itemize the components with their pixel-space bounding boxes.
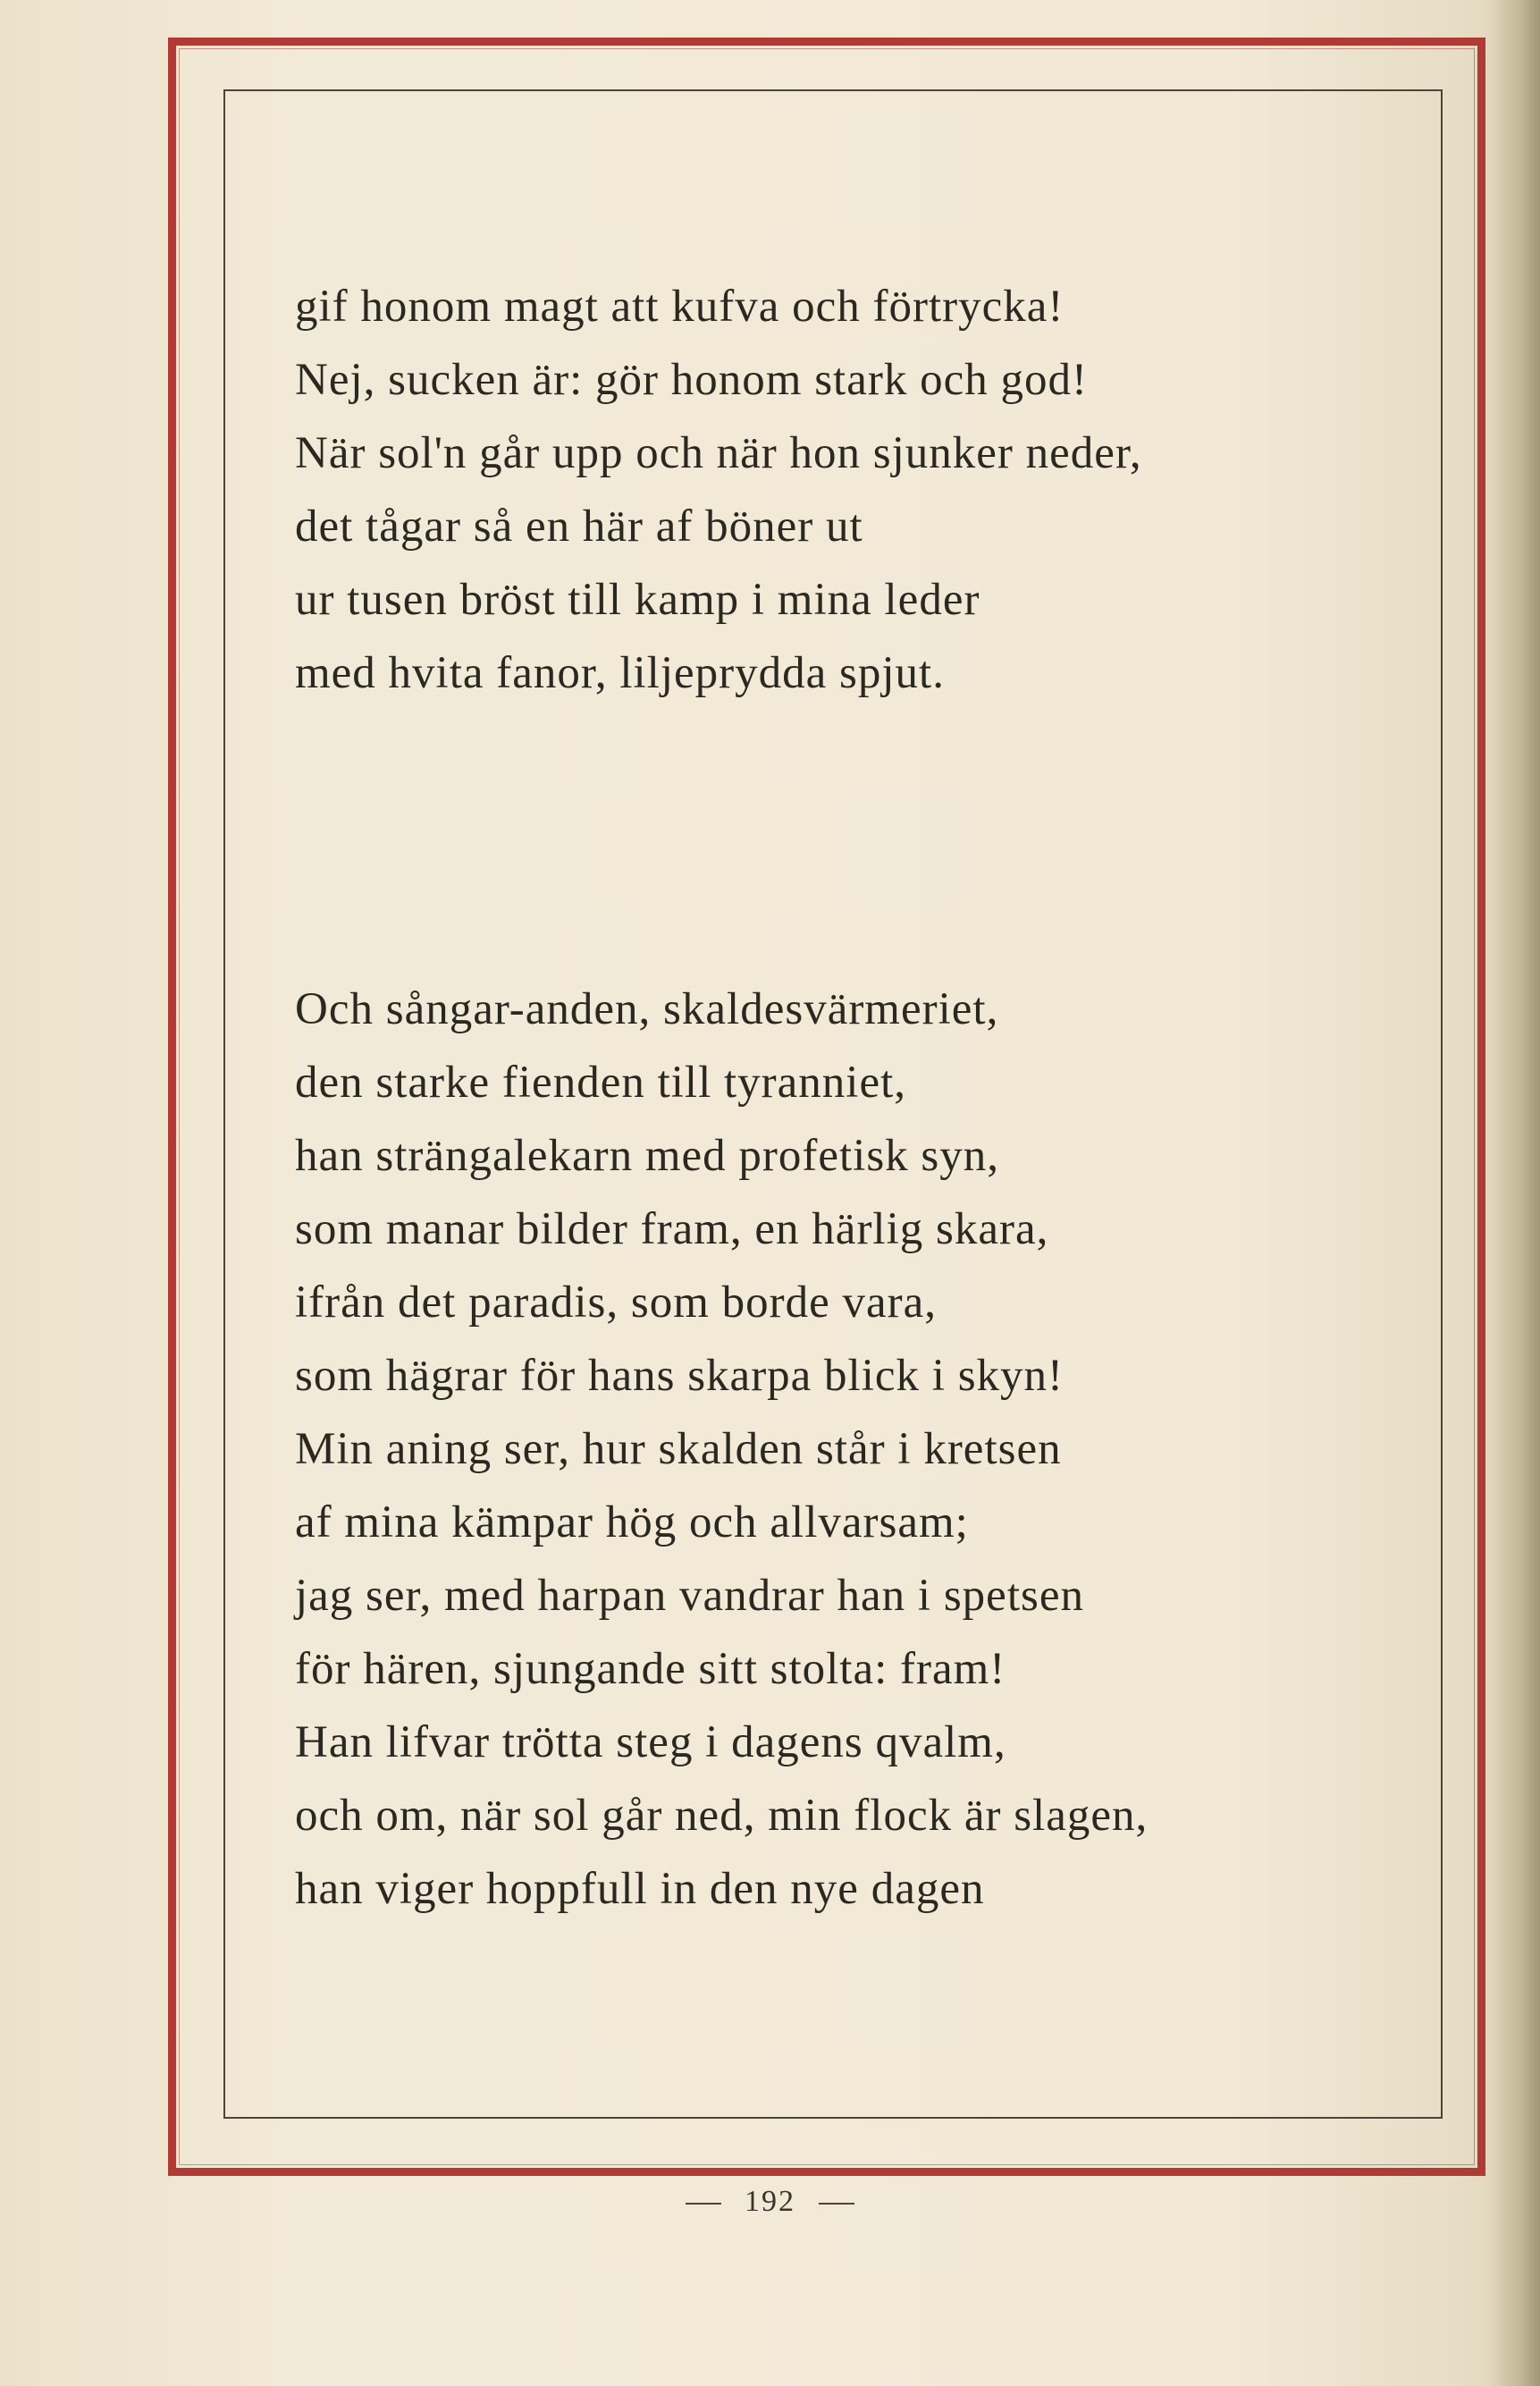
poem-line: Och sångar-anden, skaldesvärmeriet, <box>295 984 999 1034</box>
poem-line: Nej, sucken är: gör honom stark och god! <box>295 355 1088 405</box>
poem-line: gif honom magt att kufva och förtrycka! <box>295 282 1065 332</box>
poem-line: han strängalekarn med profetisk syn, <box>295 1131 1000 1181</box>
poem-stanza-1 <box>295 284 1142 724</box>
page-spine-shadow <box>1491 0 1540 2386</box>
poem-line: han viger hoppfull in den nye dagen <box>295 1864 985 1914</box>
poem-line: När sol'n går upp och när hon sjunker neder, <box>295 428 1142 478</box>
poem-line: och om, när sol går ned, min flock är slagen, <box>295 1791 1149 1841</box>
poem-line: som hägrar för hans skarpa blick i skyn! <box>295 1351 1065 1401</box>
footer-dash-left <box>686 2203 721 2205</box>
poem-line: ur tusen bröst till kamp i mina leder <box>295 575 980 625</box>
poem-line: Min aning ser, hur skalden står i kretsen <box>295 1424 1062 1474</box>
poem-line: Han lifvar trötta steg i dagens qvalm, <box>295 1717 1006 1767</box>
poem-line: ifrån det paradis, som borde vara, <box>295 1277 937 1328</box>
poem-line: som manar bilder fram, en härlig skara, <box>295 1204 1049 1254</box>
poem-line: för hären, sjungande sitt stolta: fram! <box>295 1644 1006 1694</box>
poem-line: jag ser, med harpan vandrar han i spetsen <box>295 1571 1084 1621</box>
footer-dash-right <box>819 2203 854 2205</box>
poem-stanza-2 <box>295 984 1149 1940</box>
page-number: 192 <box>745 2185 795 2218</box>
poem-line: det tågar så en här af böner ut <box>295 502 863 552</box>
poem-line: med hvita fanor, liljeprydda spjut. <box>295 648 945 698</box>
poem-line: den starke fienden till tyranniet, <box>295 1058 907 1108</box>
page-number-footer <box>0 2185 1540 2219</box>
poem-line: af mina kämpar hög och allvarsam; <box>295 1497 969 1547</box>
